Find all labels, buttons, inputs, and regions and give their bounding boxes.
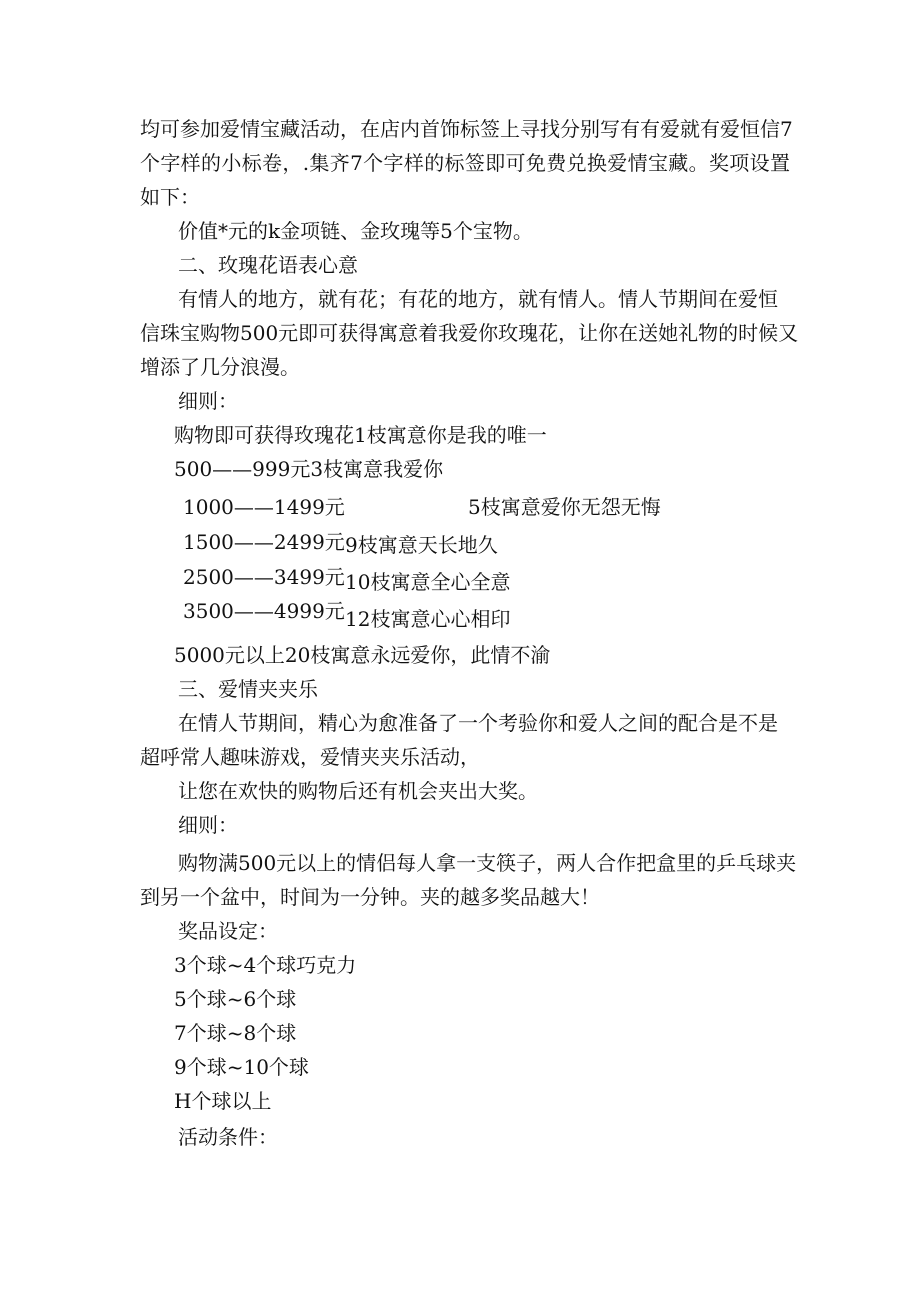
- intro-line-3: 如下：: [140, 185, 200, 209]
- prize-item: 9个球~10个球: [174, 1055, 309, 1079]
- intro-line-1: 均可参加爱情宝藏活动，在店内首饰标签上寻找分别写有有爱就有爱恒信7: [140, 117, 793, 141]
- tier-meaning: 9枝寓意天长地久: [345, 533, 498, 557]
- section-3-rules-label: 细则：: [178, 813, 238, 837]
- tier-meaning: 5枝寓意爱你无怨无悔: [468, 495, 661, 519]
- section-2-rule-last: 5000元以上20枝寓意永远爱你，此情不渝: [174, 643, 551, 667]
- tier-range: 1000——1499元: [183, 495, 345, 519]
- tier-meaning: 10枝寓意全心全意: [345, 570, 511, 594]
- tier-range: 3500——4999元: [183, 599, 345, 623]
- section-2-para-line-3: 增添了几分浪漫。: [140, 355, 300, 379]
- section-2-rule-2: 500——999元3枝寓意我爱你: [174, 457, 444, 481]
- section-2-heading: 二、玫瑰花语表心意: [178, 253, 358, 277]
- prize-item: 3个球~4个球巧克力: [174, 953, 357, 977]
- tier-range: 1500——2499元: [183, 530, 345, 554]
- section-3-para-line-3: 让您在欢快的购物后还有机会夹出大奖。: [178, 779, 538, 803]
- section-2-rule-1: 购物即可获得玫瑰花1枝寓意你是我的唯一: [174, 423, 547, 447]
- section-2-rules-label: 细则：: [178, 389, 238, 413]
- section-3-heading: 三、爱情夹夹乐: [178, 677, 318, 701]
- intro-prize-line: 价值*元的k金项链、金玫瑰等5个宝物。: [178, 219, 533, 243]
- intro-line-2: 个字样的小标卷，.集齐7个字样的标签即可免费兑换爱情宝藏。奖项设置: [140, 151, 790, 175]
- section-3-rules-line-2: 到另一个盆中，时间为一分钟。夹的越多奖品越大！: [140, 885, 600, 909]
- section-3-para-line-1: 在情人节期间，精心为愈准备了一个考验你和爱人之间的配合是不是: [178, 711, 778, 735]
- section-2-para-line-2: 信珠宝购物500元即可获得寓意着我爱你玫瑰花，让你在送她礼物的时候又: [140, 321, 799, 345]
- section-3-para-line-2: 超呼常人趣味游戏，爱情夹夹乐活动，: [140, 745, 480, 769]
- conditions-label: 活动条件：: [178, 1125, 278, 1149]
- prize-item: 7个球~8个球: [174, 1021, 297, 1045]
- tier-range: 2500——3499元: [183, 565, 345, 589]
- prize-item: H个球以上: [174, 1089, 272, 1113]
- prize-item: 5个球~6个球: [174, 987, 297, 1011]
- section-3-rules-line-1: 购物满500元以上的情侣每人拿一支筷子，两人合作把盒里的乒乓球夹: [178, 851, 797, 875]
- tier-meaning: 12枝寓意心心相印: [345, 607, 511, 631]
- prizes-label: 奖品设定：: [178, 919, 278, 943]
- section-2-para-line-1: 有情人的地方，就有花；有花的地方，就有情人。情人节期间在爱恒: [178, 287, 778, 311]
